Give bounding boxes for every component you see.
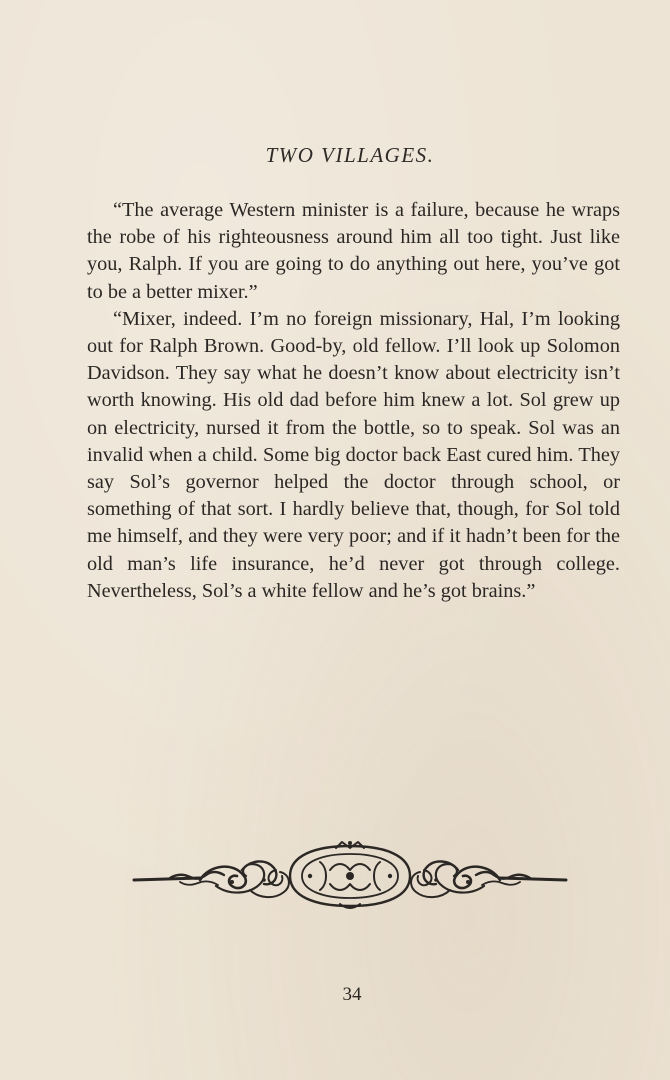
decorative-scroll-ornament-icon xyxy=(130,840,570,912)
body-text xyxy=(87,197,620,605)
running-head: TWO VILLAGES. xyxy=(265,143,435,167)
paragraph-2: “Mixer, indeed. I’m no foreign missionary, Hal, I’m looking out for Ralph Brown. Good-by, old fellow. I’ll look up Solomon Davidson. They say what he doesn’t know about electricity isn’t worth knowing. His old dad before him knew a lot. Sol grew up on electricity, nursed it from the bottle, so to speak. Sol was an invalid when a child. Some big doctor back East cured him. They say Sol’s governor helped the doctor through school, or something of that sort. I hardly believe that, though, for Sol told me himself, and they were very poor; and if it hadn’t been for the old man’s life insurance, he’d never got through college. Nevertheless, Sol’s a white fellow and he’s got brains.” xyxy=(87,307,620,602)
page-number: 34 xyxy=(342,984,362,1005)
paragraph-1: “The average Western minister is a failure, because he wraps the robe of his righteousness around him all too tight. Just like you, Ralph. If you are going to do anything out here, you’ve got to be a better mixer.” xyxy=(87,199,620,303)
